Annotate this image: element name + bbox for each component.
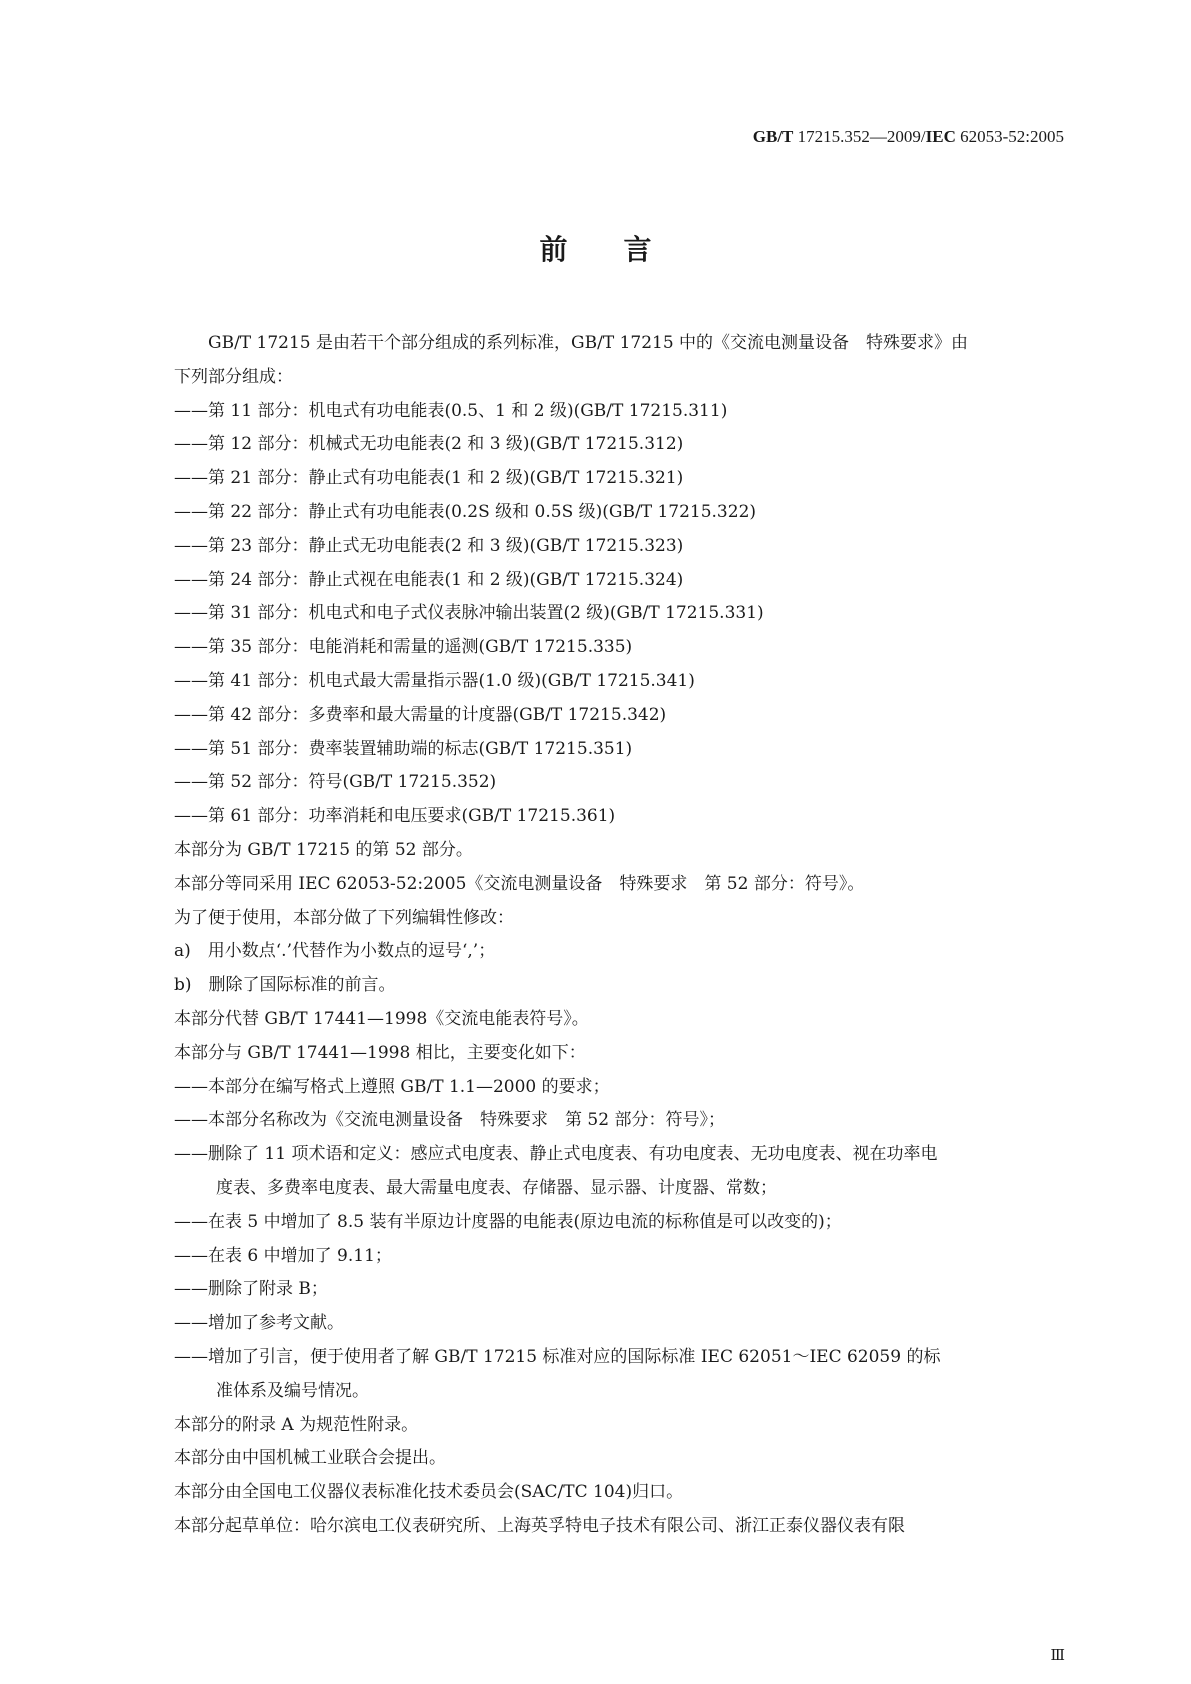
change-list-item: ——在表 5 中增加了 8.5 装有半原边计度器的电能表(原边电流的标称值是可以改变的)； [174, 1211, 842, 1232]
part-list-item: ——第 35 部分：电能消耗和需量的遥测(GB/T 17215.335) [174, 637, 633, 658]
paragraph-line: 本部分由中国机械工业联合会提出。 [174, 1448, 446, 1469]
part-list-item: ——第 52 部分：符号(GB/T 17215.352) [174, 772, 497, 793]
paragraph-line: 本部分与 GB/T 17441—1998 相比，主要变化如下： [174, 1042, 586, 1063]
header-number: 17215.352—2009/ [797, 127, 926, 146]
change-list-item-continued: 准体系及编号情况。 [216, 1380, 369, 1401]
part-list-item: ——第 12 部分：机械式无功电能表(2 和 3 级)(GB/T 17215.312) [174, 434, 684, 455]
title-char-1: 前 [539, 233, 570, 266]
foreword-body [174, 327, 1056, 1544]
edit-list-item-a: a) 用小数点‘.’代替作为小数点的逗号‘,’； [174, 941, 496, 962]
part-list-item: ——第 41 部分：机电式最大需量指示器(1.0 级)(GB/T 17215.341) [174, 670, 695, 691]
intro-line-1: GB/T 17215 是由若干个部分组成的系列标准，GB/T 17215 中的《交流电测量设备 特殊要求》由 [208, 333, 969, 353]
part-list-item: ——第 22 部分：静止式有功电能表(0.2S 级和 0.5S 级)(GB/T 17215.322) [174, 501, 757, 522]
change-list-item: ——本部分在编写格式上遵照 GB/T 1.1—2000 的要求； [174, 1076, 610, 1097]
page-number: Ⅲ [1050, 1648, 1065, 1664]
intro-line-2: 下列部分组成： [174, 366, 293, 387]
change-list-item: ——本部分名称改为《交流电测量设备 特殊要求 第 52 部分：符号》； [174, 1110, 725, 1131]
paragraph-line: 本部分起草单位：哈尔滨电工仪表研究所、上海英孚特电子技术有限公司、浙江正泰仪器仪表有限 [174, 1515, 905, 1536]
paragraph-line: 本部分的附录 A 为规范性附录。 [174, 1414, 419, 1435]
header-iec: IEC [925, 127, 956, 146]
part-list-item: ——第 23 部分：静止式无功电能表(2 和 3 级)(GB/T 17215.323) [174, 535, 684, 556]
part-list-item: ——第 11 部分：机电式有功电能表(0.5、1 和 2 级)(GB/T 17215.311) [174, 400, 728, 421]
paragraph-line: 为了便于使用，本部分做了下列编辑性修改： [174, 907, 514, 928]
part-list-item: ——第 61 部分：功率消耗和电压要求(GB/T 17215.361) [174, 806, 616, 827]
paragraph-line: 本部分由全国电工仪器仪表标准化技术委员会(SAC/TC 104)归口。 [174, 1482, 684, 1503]
page-title [0, 228, 1191, 268]
paragraph-line: 本部分为 GB/T 17215 的第 52 部分。 [174, 839, 473, 860]
paragraph-line: 本部分代替 GB/T 17441—1998《交流电能表符号》。 [174, 1008, 589, 1029]
standard-code-header [753, 127, 1064, 147]
header-gbt: GB/T [752, 127, 794, 146]
part-list-item: ——第 24 部分：静止式视在电能表(1 和 2 级)(GB/T 17215.324) [174, 569, 684, 590]
change-list-item: ——增加了参考文献。 [174, 1313, 344, 1334]
part-list-item: ——第 21 部分：静止式有功电能表(1 和 2 级)(GB/T 17215.321) [174, 468, 684, 489]
part-list-item: ——第 42 部分：多费率和最大需量的计度器(GB/T 17215.342) [174, 704, 667, 725]
change-list-item: ——删除了 11 项术语和定义：感应式电度表、静止式电度表、有功电度表、无功电度表、视在功率电 [174, 1144, 938, 1165]
title-char-2: 言 [623, 233, 654, 266]
change-list-item: ——增加了引言，便于使用者了解 GB/T 17215 标准对应的国际标准 IEC 62051～IEC 62059 的标 [174, 1346, 941, 1367]
part-list-item: ——第 51 部分：费率装置辅助端的标志(GB/T 17215.351) [174, 738, 633, 759]
change-list-item-continued: 度表、多费率电度表、最大需量电度表、存储器、显示器、计度器、常数； [216, 1177, 777, 1198]
change-list-item: ——在表 6 中增加了 9.11； [174, 1245, 392, 1266]
paragraph-line: 本部分等同采用 IEC 62053-52:2005《交流电测量设备 特殊要求 第 52 部分：符号》。 [174, 873, 865, 894]
part-list-item: ——第 31 部分：机电式和电子式仪表脉冲输出装置(2 级)(GB/T 17215.331) [174, 603, 764, 624]
header-iec-number: 62053-52:2005 [960, 127, 1064, 146]
change-list-item: ——删除了附录 B； [174, 1279, 328, 1300]
edit-list-item-b: b) 删除了国际标准的前言。 [174, 975, 396, 996]
